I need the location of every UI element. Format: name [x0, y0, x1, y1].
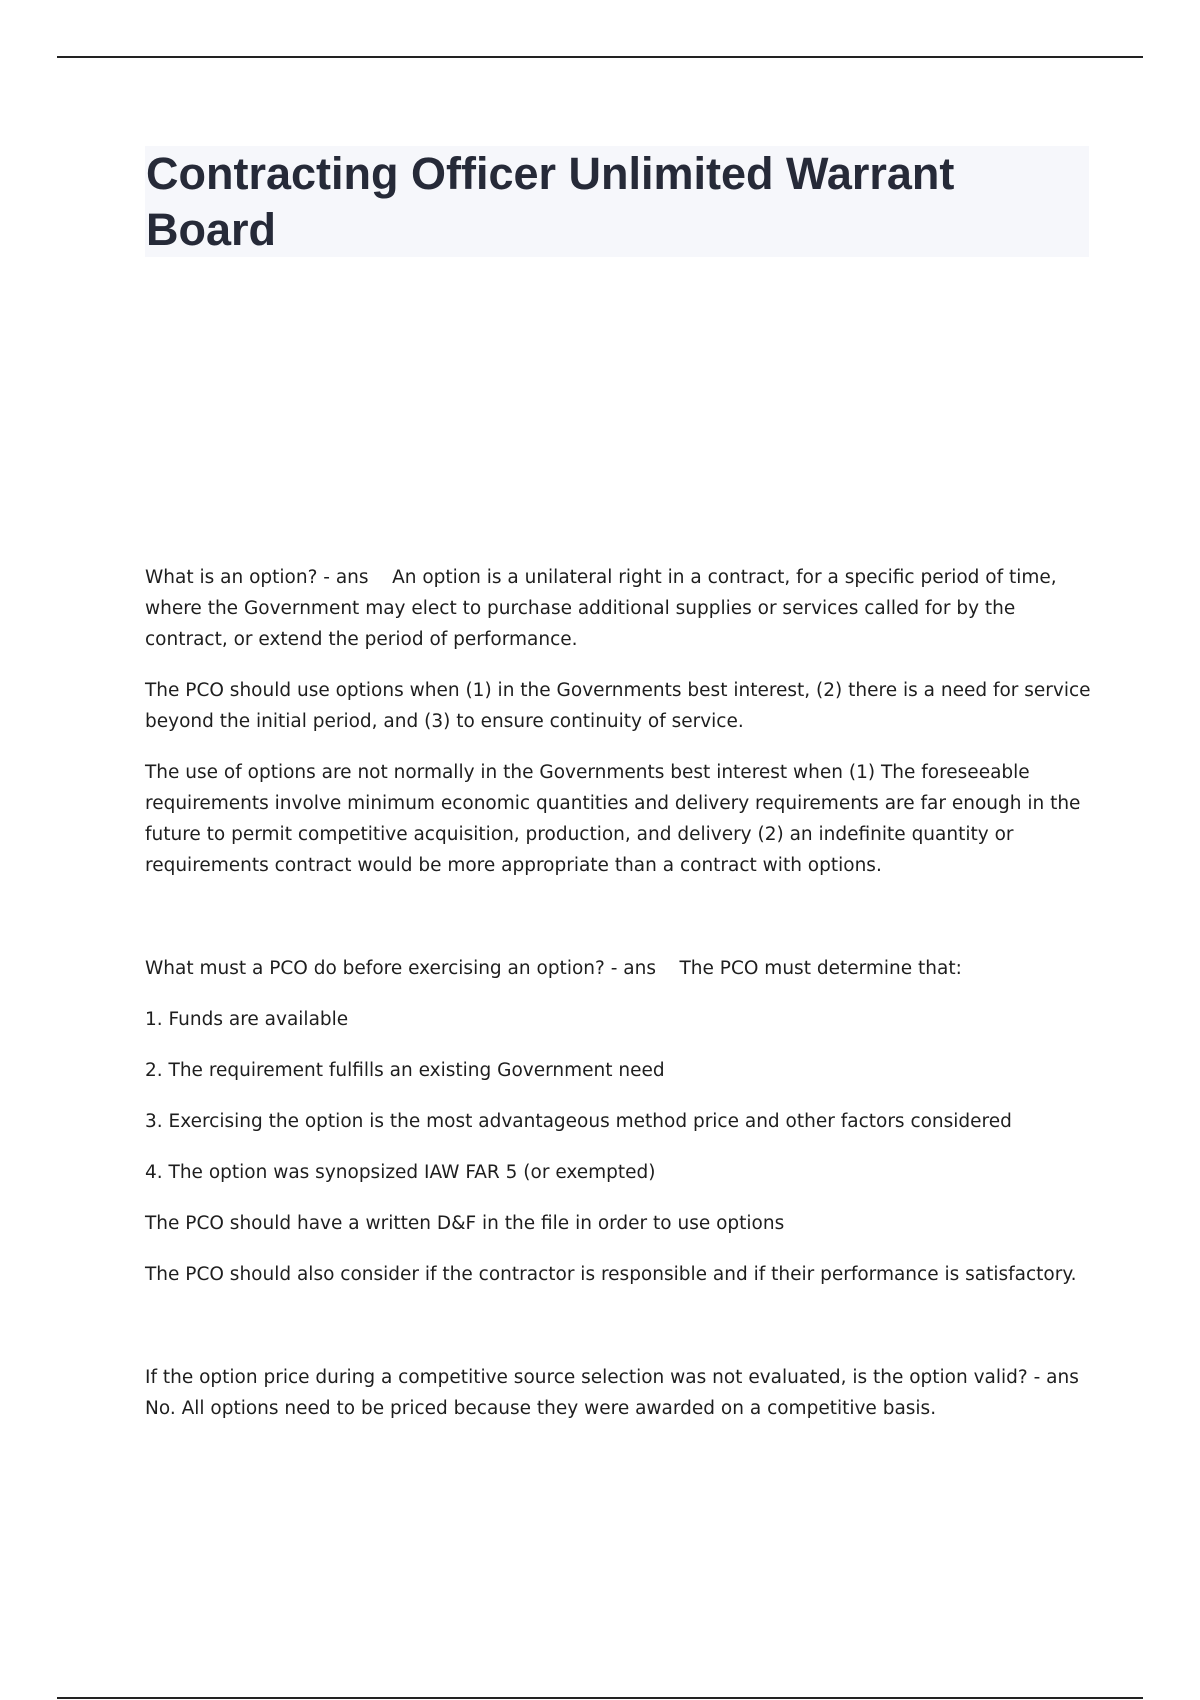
list-item-1: 1. Funds are available [145, 1009, 349, 1030]
list-item-3: 3. Exercising the option is the most advantageous method price and other factors considered [145, 1111, 1012, 1132]
answer-3: No. All options need to be priced because they were awarded on a competitive basis. [145, 1398, 937, 1419]
paragraph-2-5: The PCO should have a written D&F in the file in order to use options [145, 1213, 785, 1234]
question-2: What must a PCO do before exercising an option? - ans [145, 958, 656, 979]
list-item-4: 4. The option was synopsized IAW FAR 5 (or exempted) [145, 1162, 656, 1183]
qa-block-3 [145, 1362, 1095, 1424]
top-rule [57, 56, 1143, 58]
document-title: Contracting Officer Unlimited Warrant Board [146, 148, 955, 255]
list-item-2: 2. The requirement fulfills an existing Government need [145, 1060, 665, 1081]
section-gap [145, 1310, 1095, 1362]
qa-block-2 [145, 953, 1095, 984]
question-1: What is an option? - ans [145, 567, 369, 588]
paragraph-1-2: The use of options are not normally in the Governments best interest when (1) The foreseeable requirements involve minimum economic quantities and delivery requirements are far enough in the future to permit competitive acquisition, production, and delivery (2) an indefinite quantity or requirements contract would be more appropriate than a contract with options. [145, 762, 1081, 876]
document-body [145, 562, 1095, 1444]
qa-block-1 [145, 562, 1095, 655]
section-gap [145, 901, 1095, 953]
paragraph-1-1: The PCO should use options when (1) in the Governments best interest, (2) there is a need for service beyond the initial period, and (3) to ensure continuity of service. [145, 680, 1091, 732]
answer-2: The PCO must determine that: [679, 958, 962, 979]
bottom-rule [57, 1697, 1143, 1699]
answer-1: An option is a unilateral right in a contract, for a specific period of time, where the Government may elect to purchase additional supplies or services called for by the contract, or extend the period of performance. [145, 567, 1057, 650]
question-3: If the option price during a competitive source selection was not evaluated, is the option valid? - ans [145, 1367, 1079, 1388]
paragraph-2-6: The PCO should also consider if the contractor is responsible and if their performance is satisfactory. [145, 1264, 1077, 1285]
title-block [145, 146, 1089, 257]
